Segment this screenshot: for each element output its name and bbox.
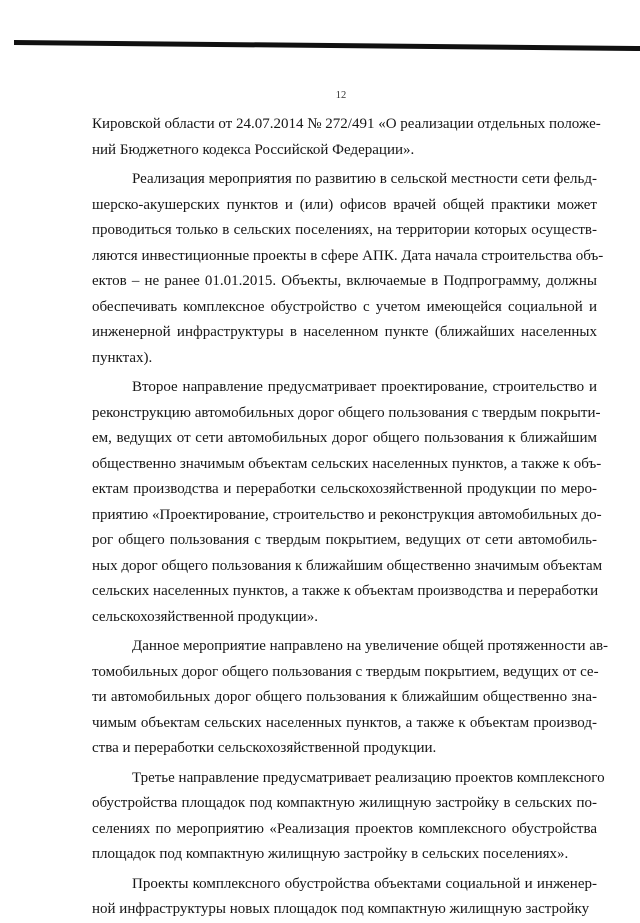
text-line: общественно значимым объектам сельских населенных пунктов, а также к объ- — [92, 455, 602, 472]
paragraph — [92, 766, 605, 868]
text-line: ти автомобильных дорог общего пользования к ближайшим общественно зна- — [92, 689, 597, 705]
text-line: ем, ведущих от сети автомобильных дорог общего пользования к ближайшим — [92, 430, 597, 446]
page-number: 12 — [335, 90, 347, 101]
text-line: площадок под компактную жилищную застройку в сельских поселениях». — [92, 846, 569, 862]
text-line: ства и переработки сельскохозяйственной продукции. — [92, 740, 437, 756]
text-line: обеспечивать комплексное обустройство с учетом имеющейся социальной и — [92, 298, 597, 315]
paragraph — [92, 167, 604, 371]
text-line: шерско-акушерских пунктов и (или) офисов врачей общей практики может — [92, 196, 597, 213]
text-line: приятию «Проектирование, строительство и реконструкция автомобильных до- — [92, 506, 602, 523]
text-line: ектам производства и переработки сельскохозяйственной продукции по меро- — [92, 481, 597, 497]
paragraph — [92, 375, 603, 630]
text-line: томобильных дорог общего пользования с твердым покрытием, ведущих от се- — [92, 663, 599, 680]
text-line: Кировской области от 24.07.2014 № 272/491 «О реализации отдельных положе- — [92, 116, 601, 132]
document-body — [92, 112, 609, 923]
text-line: ний Бюджетного кодекса Российской Федерации». — [92, 141, 415, 158]
text-line: сельских населенных пунктов, а также к объектам производства и переработки — [92, 583, 599, 599]
text-line: реконструкцию автомобильных дорог общего пользования с твердым покрыти- — [92, 404, 601, 421]
text-line: Данное мероприятие направлено на увеличение общей протяженности ав- — [132, 638, 609, 654]
text-line: проводиться только в сельских поселениях, на территории которых осуществ- — [92, 222, 597, 238]
paragraph — [92, 872, 597, 923]
text-line: Второе направление предусматривает проектирование, строительство и — [132, 379, 597, 395]
text-line: рог общего пользования с твердым покрытием, ведущих от сети автомобиль- — [92, 532, 597, 548]
text-line: ектов – не ранее 01.01.2015. Объекты, включаемые в Подпрограмму, должны — [92, 273, 597, 289]
text-line: Проекты комплексного обустройства объектами социальной и инженер- — [132, 875, 597, 892]
text-line: чимым объектам сельских населенных пунктов, а также к объектам производ- — [92, 714, 597, 731]
text-line: пунктах). — [92, 349, 153, 366]
text-line: Реализация мероприятия по развитию в сельской местности сети фельд- — [132, 171, 597, 187]
paragraph — [92, 112, 601, 163]
text-line: инженерной инфраструктуры в населенном пункте (ближайших населенных — [92, 324, 597, 340]
text-line: ных дорог общего пользования к ближайшим общественно значимым объектам — [92, 557, 603, 574]
text-line: Третье направление предусматривает реализацию проектов комплексного — [132, 769, 605, 786]
text-line: ной инфраструктуры новых площадок под компактную жилищную застройку — [92, 901, 590, 917]
text-line: сельскохозяйственной продукции». — [92, 608, 318, 625]
text-line: селениях по мероприятию «Реализация проектов комплексного обустройства — [92, 820, 597, 837]
paragraph — [92, 634, 609, 762]
text-line: обустройства площадок под компактную жилищную застройку в сельских по- — [92, 795, 597, 811]
text-line: ляются инвестиционные проекты в сфере АПК. Дата начала строительства объ- — [92, 247, 604, 264]
